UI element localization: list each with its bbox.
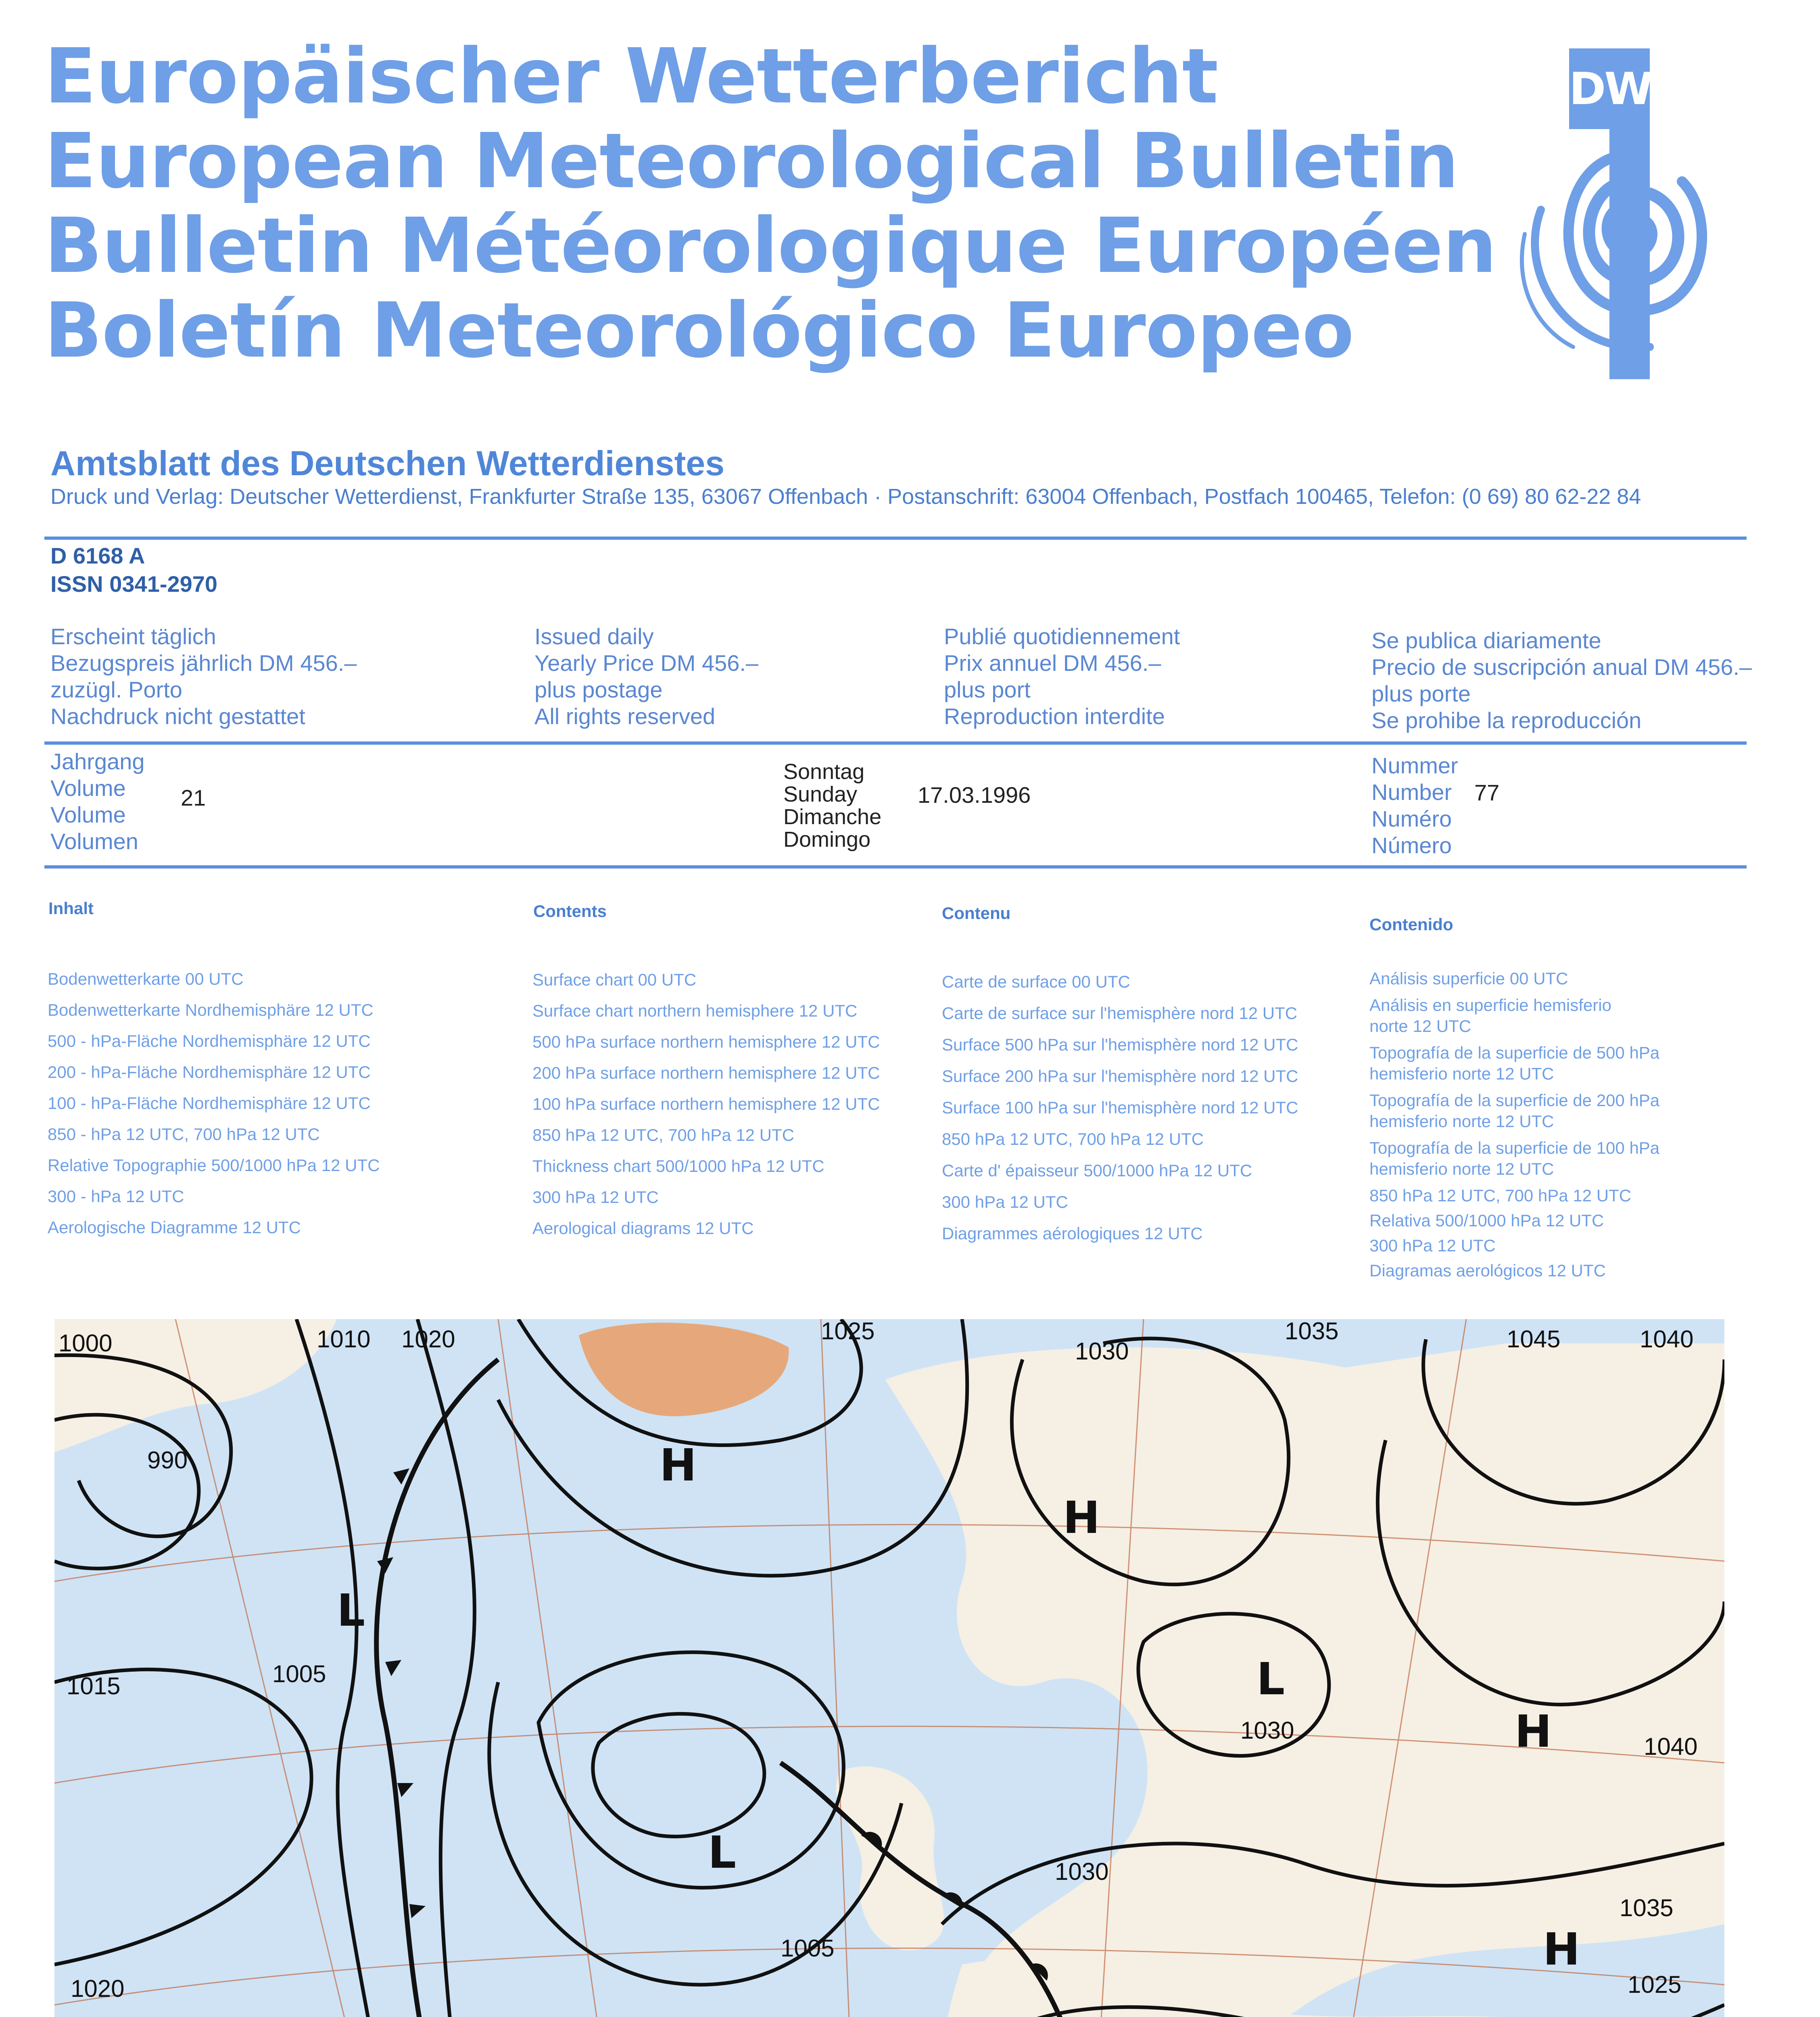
divider: [44, 865, 1747, 869]
contents-item: Topografía de la superficie de 500 hPa: [1369, 1043, 1660, 1062]
contents-item: 200 - hPa-Fläche Nordhemisphäre 12 UTC: [48, 1063, 371, 1082]
subscription-line: Prix annuel DM 456.–: [944, 650, 1161, 676]
dwd-swirl-icon: [1480, 48, 1714, 379]
number-label: Number: [1371, 779, 1452, 805]
contents-list-en: [532, 964, 880, 1244]
contents-list-es: [1369, 968, 1659, 1281]
number-label: Número: [1371, 833, 1452, 858]
contents-item: Surface 100 hPa sur l'hemisphère nord 12 UTC: [942, 1098, 1298, 1117]
isobar-label: 1015: [67, 1672, 121, 1700]
land-scandinavia: [885, 1343, 1724, 2017]
volume-labels: [50, 748, 145, 855]
contents-item: 300 hPa 12 UTC: [532, 1188, 659, 1207]
title-de: Europäischer Wetterbericht: [44, 32, 1218, 121]
surface-weather-map: [54, 1319, 1724, 2017]
isobar-label: 1000: [58, 1330, 113, 1357]
contents-item: 500 - hPa-Fläche Nordhemisphäre 12 UTC: [48, 1031, 371, 1050]
issue-number: 77: [1474, 780, 1500, 805]
title-fr: Bulletin Météorologique Européen: [44, 202, 1496, 290]
subscription-line: All rights reserved: [534, 704, 716, 729]
volume-label: Jahrgang: [50, 749, 145, 774]
contents-item: Bodenwetterkarte Nordhemisphäre 12 UTC: [48, 1000, 374, 1019]
contents-item: Topografía de la superficie de 100 hPa: [1369, 1138, 1660, 1157]
isobar-label: 1025: [821, 1319, 875, 1345]
contents-item: 300 - hPa 12 UTC: [48, 1187, 184, 1206]
subscription-line: Se publica diariamente: [1371, 628, 1601, 653]
pressure-center: L: [337, 1585, 365, 1636]
isobar-label: 1005: [272, 1660, 326, 1687]
volume-label: Volume: [50, 775, 126, 801]
contents-item: Thickness chart 500/1000 hPa 12 UTC: [532, 1157, 824, 1176]
isobar-label: 1005: [781, 1935, 835, 1962]
subscription-line: Bezugspreis jährlich DM 456.–: [50, 650, 357, 676]
contents-item: 300 hPa 12 UTC: [1369, 1236, 1496, 1255]
subscription-line: Erscheint täglich: [50, 624, 216, 649]
contents-item: Análisis en superficie hemisferio: [1369, 996, 1611, 1015]
weekday-label: Domingo: [783, 827, 871, 852]
subscription-en: [534, 623, 758, 730]
isobar-label: 1040: [1640, 1326, 1694, 1353]
weekday-label: Sunday: [783, 782, 858, 806]
isobar-label: 990: [147, 1447, 188, 1474]
isobar-label: 1020: [71, 1975, 125, 2002]
pressure-center: L: [1256, 1653, 1285, 1705]
subscription-line: Precio de suscripción anual DM 456.–: [1371, 654, 1752, 680]
contents-item: Carte d' épaisseur 500/1000 hPa 12 UTC: [942, 1161, 1252, 1180]
contents-item: Surface 500 hPa sur l'hemisphère nord 12 UTC: [942, 1035, 1298, 1054]
contents-item: 500 hPa surface northern hemisphere 12 UTC: [532, 1032, 880, 1051]
dwd-logo-text: DWD: [1569, 48, 1650, 129]
isobar-label: 1035: [1620, 1894, 1674, 1921]
volume-label: Volumen: [50, 829, 138, 854]
contents-heading-en: Contents: [533, 902, 607, 921]
isobar-label: 1025: [1628, 1971, 1682, 1998]
subscription-line: Issued daily: [534, 624, 654, 649]
subscription-line: Yearly Price DM 456.–: [534, 650, 759, 676]
contents-item: norte 12 UTC: [1369, 1017, 1471, 1036]
contents-heading-es: Contenido: [1369, 915, 1453, 934]
isobar-label: 1045: [1507, 1326, 1561, 1353]
contents-item: 200 hPa surface northern hemisphere 12 UTC: [532, 1063, 880, 1082]
number-label: Nummer: [1371, 753, 1458, 778]
code-number: D 6168 A: [50, 543, 145, 568]
contents-item: hemisferio norte 12 UTC: [1369, 1064, 1554, 1083]
title-en: European Meteorological Bulletin: [44, 117, 1459, 205]
contents-item: 850 - hPa 12 UTC, 700 hPa 12 UTC: [48, 1125, 320, 1144]
number-label: Numéro: [1371, 806, 1452, 831]
contents-item: 850 hPa 12 UTC, 700 hPa 12 UTC: [1369, 1186, 1632, 1205]
contents-item: Carte de surface sur l'hemisphère nord 12 UTC: [942, 1004, 1298, 1023]
pressure-center: H: [1543, 1923, 1580, 1975]
contents-item: 850 hPa 12 UTC, 700 hPa 12 UTC: [942, 1130, 1204, 1148]
dwd-logo: [1480, 48, 1714, 379]
weather-map-drawing: [54, 1319, 1724, 2017]
subscription-line: plus postage: [534, 677, 663, 702]
contents-item: Carte de surface 00 UTC: [942, 972, 1130, 991]
volume-number: 21: [181, 785, 206, 810]
contents-item: Bodenwetterkarte 00 UTC: [48, 969, 244, 988]
contents-item: Relative Topographie 500/1000 hPa 12 UTC: [48, 1156, 380, 1175]
subscription-line: Nachdruck nicht gestattet: [50, 704, 305, 729]
number-labels: [1371, 752, 1458, 859]
subscription-line: Publié quotidiennement: [944, 624, 1180, 649]
isobar-label: 1035: [1285, 1319, 1339, 1345]
subscription-line: plus port: [944, 677, 1031, 702]
contents-item: Aerological diagrams 12 UTC: [532, 1219, 754, 1238]
subscription-line: Se prohibe la reproducción: [1371, 708, 1642, 733]
contents-item: hemisferio norte 12 UTC: [1369, 1112, 1554, 1131]
isobar-label: 1020: [401, 1326, 455, 1353]
contents-list-fr: [942, 966, 1298, 1249]
isobar-label: 1030: [1075, 1338, 1129, 1365]
contents-item: Surface 200 hPa sur l'hemisphère nord 12 UTC: [942, 1067, 1298, 1086]
contents-item: 300 hPa 12 UTC: [942, 1192, 1068, 1211]
contents-list-de: [48, 963, 380, 1243]
subscription-es: [1371, 627, 1752, 734]
subscription-line: plus porte: [1371, 681, 1471, 706]
contents-item: Surface chart northern hemisphere 12 UTC: [532, 1001, 858, 1020]
contents-item: hemisferio norte 12 UTC: [1369, 1159, 1554, 1178]
weekday-label: Dimanche: [783, 805, 882, 829]
issue-date: 17.03.1996: [918, 782, 1031, 808]
pressure-center: H: [660, 1439, 697, 1491]
contents-item: 850 hPa 12 UTC, 700 hPa 12 UTC: [532, 1125, 795, 1144]
weekday-label: Sonntag: [783, 760, 865, 784]
contents-item: Diagrammes aérologiques 12 UTC: [942, 1224, 1203, 1243]
isobar-label: 1040: [1644, 1733, 1698, 1760]
isobar-label: 1030: [1055, 1858, 1109, 1885]
issn: ISSN 0341-2970: [50, 571, 218, 597]
contents-item: Surface chart 00 UTC: [532, 970, 697, 989]
contents-item: Aerologische Diagramme 12 UTC: [48, 1218, 301, 1237]
contents-item: Topografía de la superficie de 200 hPa: [1369, 1091, 1660, 1110]
subscription-line: zuzügl. Porto: [50, 677, 182, 702]
contents-item: 100 hPa surface northern hemisphere 12 UTC: [532, 1094, 880, 1113]
publisher-name: Amtsblatt des Deutschen Wetterdienstes: [50, 444, 725, 483]
contents-heading-fr: Contenu: [942, 904, 1011, 923]
isobar-label: 1030: [1240, 1717, 1294, 1744]
subscription-fr: [944, 623, 1180, 730]
pressure-center: L: [708, 1827, 737, 1878]
title-es: Boletín Meteorológico Europeo: [44, 286, 1354, 375]
contents-heading-de: Inhalt: [48, 899, 94, 918]
pressure-center: H: [1063, 1492, 1100, 1543]
publisher-address: Druck und Verlag: Deutscher Wetterdienst, Frankfurter Straße 135, 63067 Offenbach · Postanschrift: 63004 Offenbach, Postfach 100465, Telefon: (0 69) 80 62-22 84: [50, 484, 1641, 509]
pressure-center: H: [1515, 1706, 1552, 1757]
contents-item: 100 - hPa-Fläche Nordhemisphäre 12 UTC: [48, 1094, 371, 1113]
divider: [44, 741, 1747, 745]
weekday-labels: [783, 760, 881, 851]
divider: [44, 537, 1747, 540]
isobar-label: 1010: [317, 1326, 371, 1353]
subscription-de: [50, 623, 357, 730]
contents-item: Diagramas aerológicos 12 UTC: [1369, 1261, 1606, 1280]
contents-item: Análisis superficie 00 UTC: [1369, 969, 1568, 988]
contents-item: Relativa 500/1000 hPa 12 UTC: [1369, 1211, 1604, 1230]
subscription-line: Reproduction interdite: [944, 704, 1165, 729]
land-iceland: [579, 1323, 789, 1416]
volume-label: Volume: [50, 802, 126, 827]
